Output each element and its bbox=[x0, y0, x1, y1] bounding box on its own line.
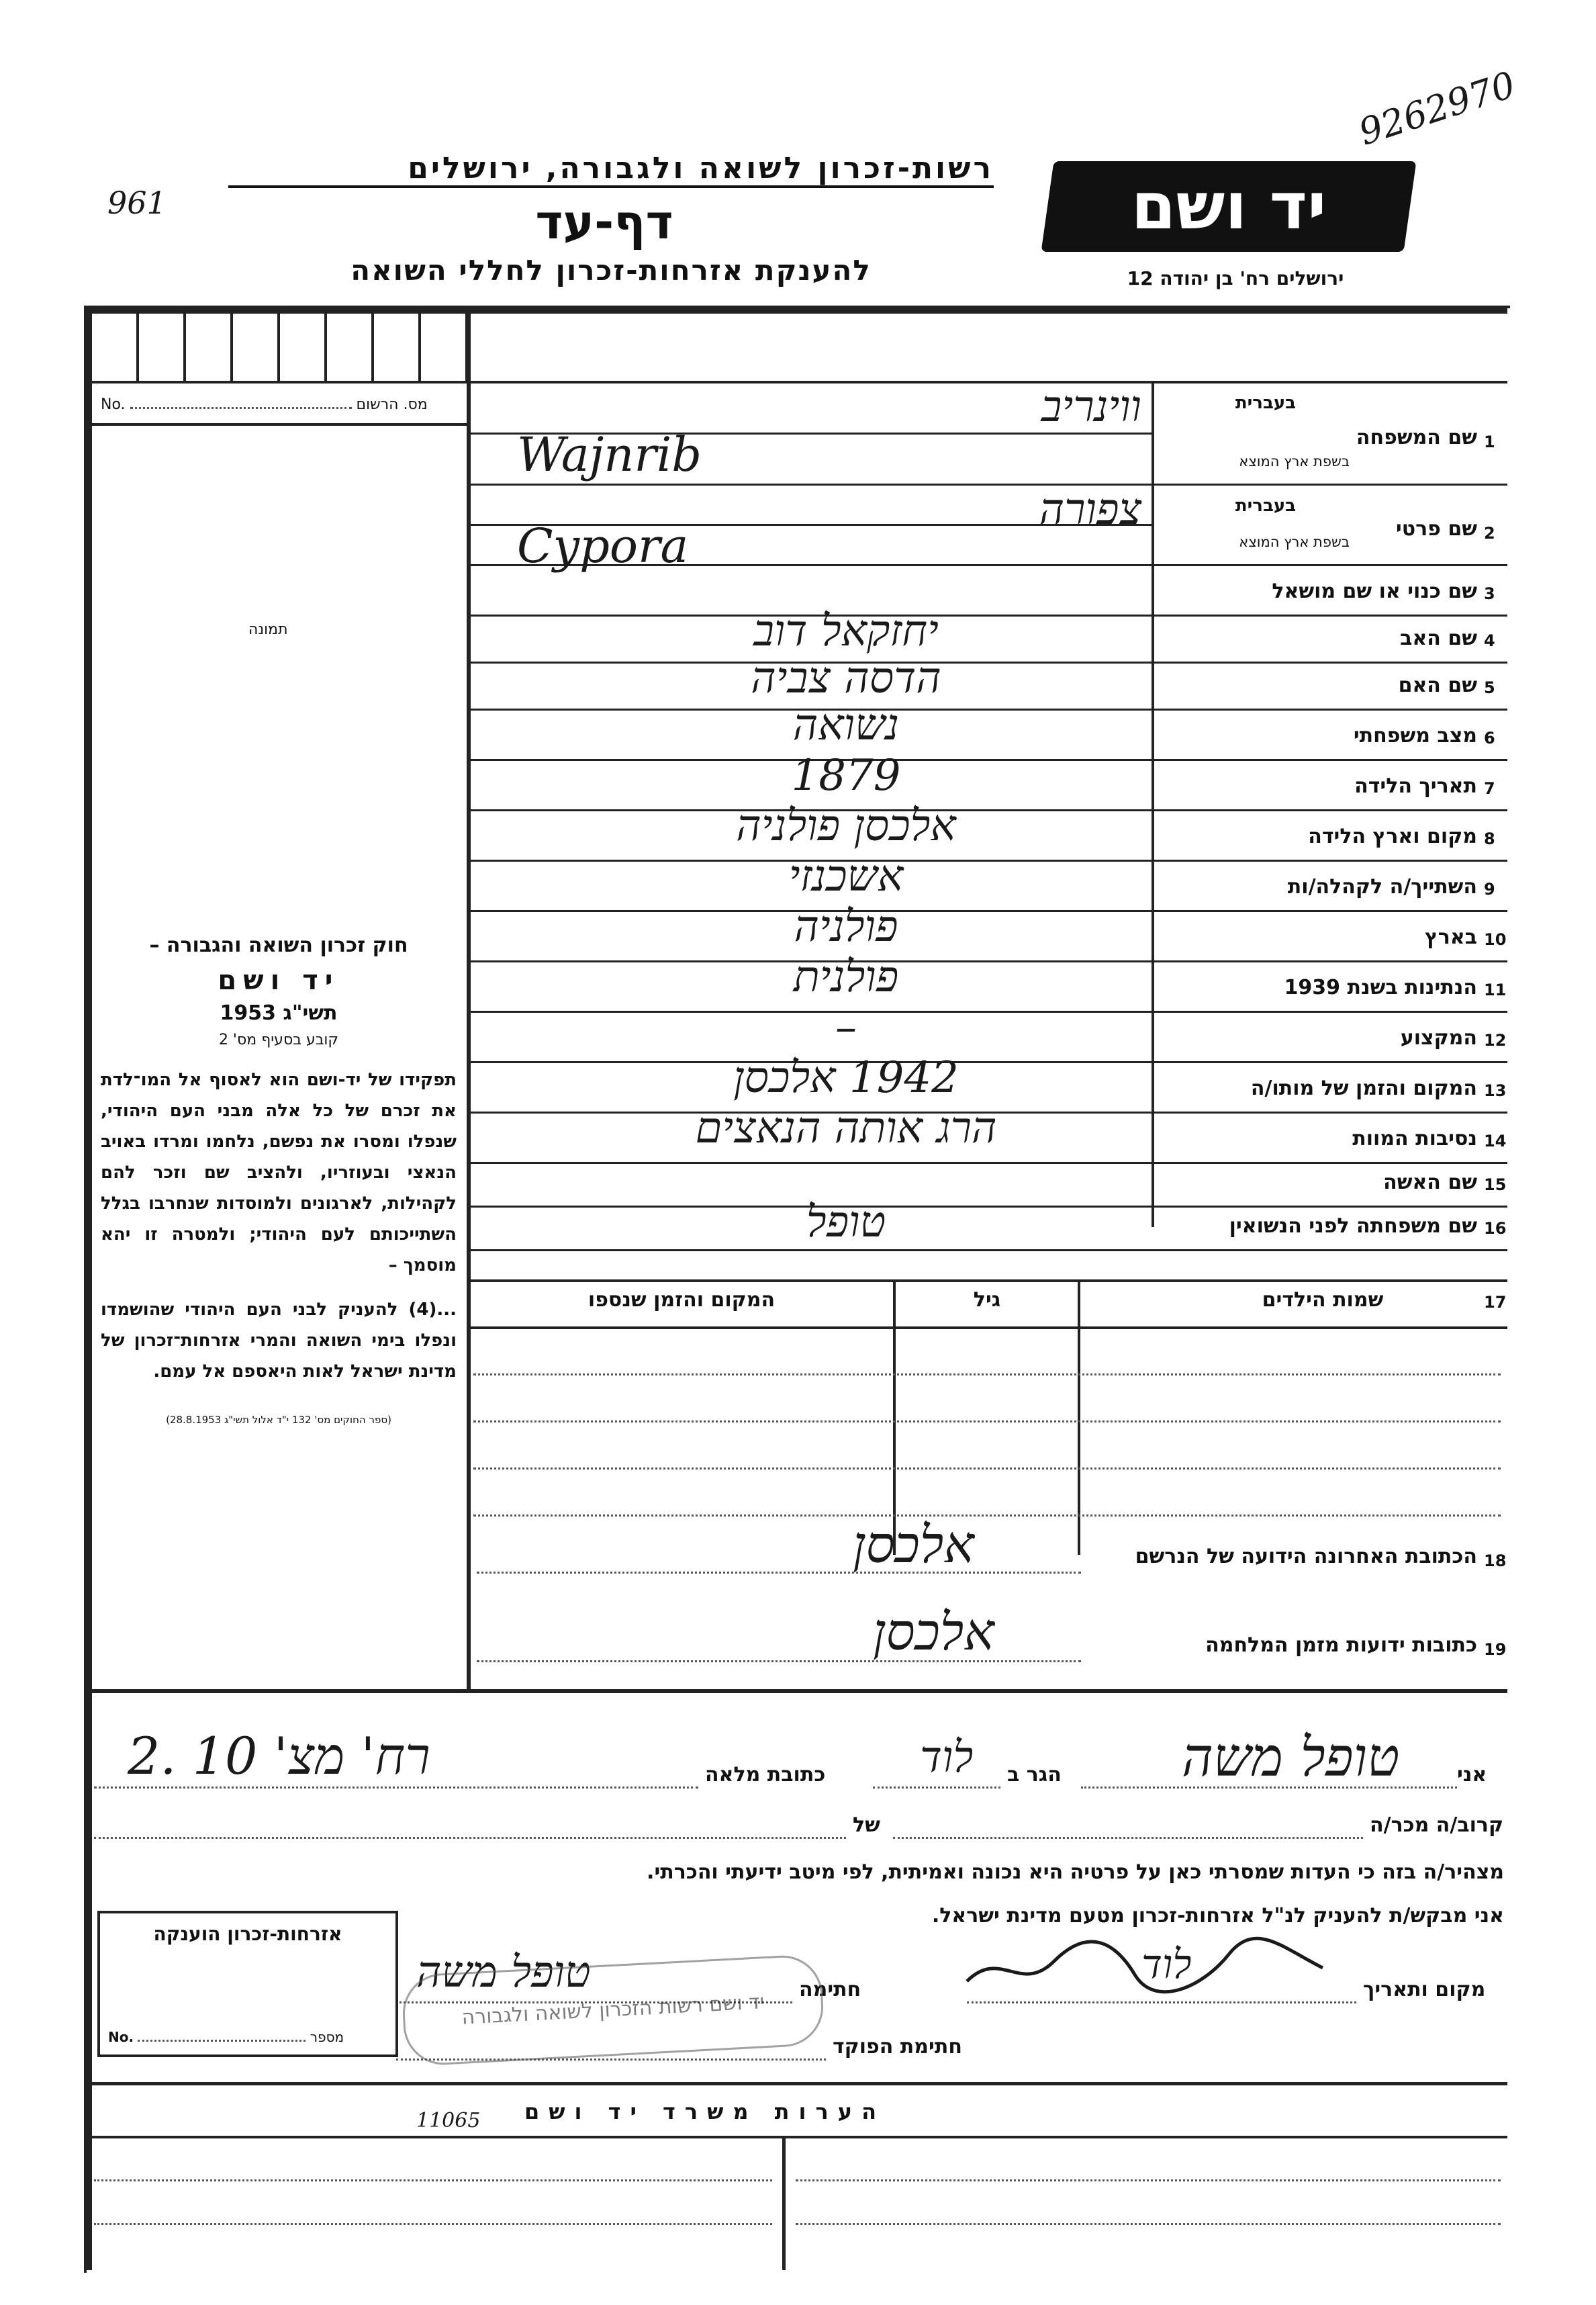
field-12-value: – bbox=[835, 1003, 857, 1052]
field-7-number: 7 bbox=[1484, 779, 1495, 798]
form-title: דף-עד bbox=[535, 195, 673, 250]
field-10-number: 10 bbox=[1484, 930, 1507, 949]
declarant-signature-scribble bbox=[960, 1928, 1336, 2001]
field-15-number: 15 bbox=[1484, 1175, 1507, 1194]
field-4-label: שם האב bbox=[1400, 627, 1477, 650]
field-3-number: 3 bbox=[1484, 584, 1495, 603]
field-3-label: שם כנוי או שם מושאל bbox=[1272, 580, 1477, 603]
field-4-number: 4 bbox=[1484, 631, 1495, 650]
officer-label: חתימת הפוקד bbox=[833, 2035, 962, 2059]
signature-value: טופל משה bbox=[416, 1948, 591, 1997]
resides-value: לוד bbox=[920, 1733, 974, 1782]
authority-line: רשות-זכרון לשואה ולגבורה, ירושלים bbox=[228, 151, 994, 188]
document-number: 961 bbox=[107, 185, 167, 221]
field-16-label: שם משפחתה לפני הנשואין bbox=[1229, 1214, 1477, 1238]
field-8-label: מקום וארץ הלידה bbox=[1308, 825, 1477, 848]
field-2-origin-tag: בשפת ארץ המוצא bbox=[1239, 534, 1350, 550]
relative-label: קרוב/ה מכר/ה bbox=[1370, 1813, 1504, 1837]
law-title: חוק זכרון השואה והגבורה – bbox=[149, 934, 408, 957]
field-15-label: שם האשה bbox=[1383, 1171, 1477, 1194]
certificate-number-label: מספר bbox=[310, 2029, 344, 2045]
declarant-name: טופל משה bbox=[1182, 1726, 1400, 1789]
field-2-value-origin: Cypora bbox=[517, 518, 689, 574]
office-notes-label: הערות משרד יד ושם bbox=[524, 2099, 886, 2124]
children-names-header: שמות הילדים bbox=[1262, 1288, 1384, 1312]
of-label: של bbox=[853, 1813, 880, 1837]
children-age-header: גיל bbox=[973, 1288, 1001, 1312]
field-6-number: 6 bbox=[1484, 729, 1495, 748]
field-11-number: 11 bbox=[1484, 981, 1507, 999]
yad-vashem-logo bbox=[1041, 161, 1417, 252]
field-18-number: 18 bbox=[1484, 1551, 1507, 1570]
certificate-box bbox=[97, 1911, 398, 2057]
no-label: No. bbox=[101, 396, 126, 413]
form-subtitle: להענקת אזרחות-זכרון לחללי השואה bbox=[350, 254, 872, 287]
certificate-no-label: No. bbox=[108, 2029, 134, 2045]
field-18-value: אלכסן bbox=[853, 1515, 974, 1574]
statement-2: אני מבקש/ת להעניק לנ"ל אזרחות-זכרון מטעם מדינת ישראל. bbox=[931, 1904, 1504, 1928]
children-place-header: המקום והזמן שנספו bbox=[588, 1288, 776, 1312]
field-1-number: 1 bbox=[1484, 432, 1495, 451]
registration-no bbox=[101, 396, 463, 413]
declaration-i-label: אני bbox=[1457, 1763, 1487, 1787]
photo-label: תמונה bbox=[248, 621, 288, 638]
signature-label: חתימה bbox=[799, 1978, 861, 2001]
field-19-number: 19 bbox=[1484, 1640, 1507, 1659]
law-year: תשי"ג 1953 bbox=[220, 1001, 338, 1025]
field-19-label: כתובות ידועות מזמן המלחמה bbox=[1205, 1633, 1477, 1657]
field-5-value: הדסה צביה bbox=[751, 653, 941, 703]
law-panel bbox=[101, 934, 457, 1426]
field-16-value: טופל bbox=[806, 1197, 886, 1247]
field-1-label: שם המשפחה bbox=[1356, 425, 1477, 449]
logo-text: יד ושם bbox=[1131, 169, 1327, 244]
field-2-label: שם פרטי bbox=[1395, 517, 1477, 541]
field-11-value: פולנית bbox=[793, 952, 899, 1002]
address-line: ירושלים רח' בן יהודה 12 bbox=[1127, 267, 1344, 289]
field-8-number: 8 bbox=[1484, 829, 1495, 848]
field-13-label: המקום והזמן של מותו/ה bbox=[1250, 1077, 1477, 1100]
field-17-number: 17 bbox=[1484, 1293, 1507, 1312]
address-value: רח' מצ' 10 .2 bbox=[128, 1726, 430, 1786]
field-12-number: 12 bbox=[1484, 1031, 1507, 1050]
field-10-value: פולניה bbox=[794, 902, 898, 952]
field-1-hebrew-tag: בעברית bbox=[1235, 393, 1296, 413]
law-text-2: ...(4) להעניק לבני העם היהודי שהושמדו ונפלו בימי השואה והמרי אזרחות־זכרון של מדינת ישראל לאות היאספם אל עמם. bbox=[101, 1300, 457, 1382]
registration-boxes bbox=[92, 314, 468, 383]
field-8-value: אלכסן פולניה bbox=[736, 801, 956, 851]
field-14-label: נסיבות המוות bbox=[1352, 1127, 1477, 1150]
law-citation: (ספר החוקים מס' 132 י"ד אלול תשי"ג 28.8.1953) bbox=[166, 1414, 391, 1426]
law-text-1: תפקידו של יד-ושם הוא לאסוף אל המו־לדת את זכרם של כל אלה מבני העם היהודי, שנפלו ומסרו את נפשם, נלחמו ומרדו באויב הנאצי ובעוזריו, ולהציב שם וזכר להם לקהילות, לארגונים ולמוסדות שנחרבו בגלל השתייכותם לעם היהודי; ולמטרה זו יהא מוסמך – bbox=[101, 1070, 457, 1275]
reg-label: מס. הרשום bbox=[356, 396, 428, 413]
field-1-value-hebrew: ווינריב bbox=[1041, 382, 1141, 432]
field-18-label: הכתובת האחרונה הידועה של הנרשם bbox=[1135, 1545, 1477, 1568]
field-14-number: 14 bbox=[1484, 1132, 1507, 1150]
field-9-label: השתייך/ה לקהלה/ות bbox=[1287, 875, 1477, 899]
field-5-number: 5 bbox=[1484, 678, 1495, 697]
field-13-number: 13 bbox=[1484, 1081, 1507, 1100]
certificate-title: אזרחות-זכרון הוענקה bbox=[153, 1923, 342, 1945]
field-16-number: 16 bbox=[1484, 1219, 1507, 1238]
field-5-label: שם האם bbox=[1398, 674, 1477, 697]
field-1-origin-tag: בשפת ארץ המוצא bbox=[1239, 453, 1350, 469]
place-date-value: לוד bbox=[1141, 1941, 1192, 1988]
field-11-label: הנתינות בשנת 1939 bbox=[1284, 976, 1477, 999]
field-19-value: אלכסן bbox=[873, 1602, 994, 1662]
office-stamp-number: 11065 bbox=[416, 2109, 481, 2132]
place-date-label: מקום ותאריך bbox=[1363, 1978, 1486, 2001]
field-4-value: יחזקאל דוב bbox=[753, 606, 939, 656]
field-7-value: 1879 bbox=[791, 751, 901, 801]
handwritten-reference: 9262970 bbox=[1354, 63, 1521, 154]
official-stamp: יד ושם רשות הזכרון לשואה ולגבורה bbox=[401, 1954, 825, 2067]
field-1-value-origin: Wajnrib bbox=[517, 426, 702, 482]
field-13-value: 1942 אלכסן bbox=[733, 1053, 959, 1103]
field-9-number: 9 bbox=[1484, 880, 1495, 899]
field-6-label: מצב משפחתי bbox=[1353, 724, 1477, 748]
statement-1: מצהיר/ה בזה כי העדות שמסרתי כאן על פרטיה היא נכונה ואמיתית, לפי מיטב ידיעתי והכרתי. bbox=[647, 1860, 1504, 1884]
field-2-number: 2 bbox=[1484, 524, 1495, 543]
field-9-value: אשכנזי bbox=[788, 852, 904, 901]
resides-label: הגר ב bbox=[1007, 1763, 1062, 1787]
field-6-value: נשואה bbox=[792, 700, 900, 750]
field-10-label: בארץ bbox=[1424, 925, 1477, 949]
field-12-label: המקצוע bbox=[1400, 1026, 1477, 1050]
field-2-value-hebrew: צפורה bbox=[1039, 485, 1141, 535]
field-2-hebrew-tag: בעברית bbox=[1235, 496, 1296, 516]
field-14-value: הרג אותה הנאצים bbox=[695, 1103, 997, 1153]
law-clause: קובע בסעיף מס' 2 bbox=[218, 1032, 339, 1048]
law-name: יד ושם bbox=[218, 965, 340, 996]
address-label: כתובת מלאה bbox=[705, 1763, 826, 1787]
field-7-label: תאריך הלידה bbox=[1354, 774, 1477, 798]
